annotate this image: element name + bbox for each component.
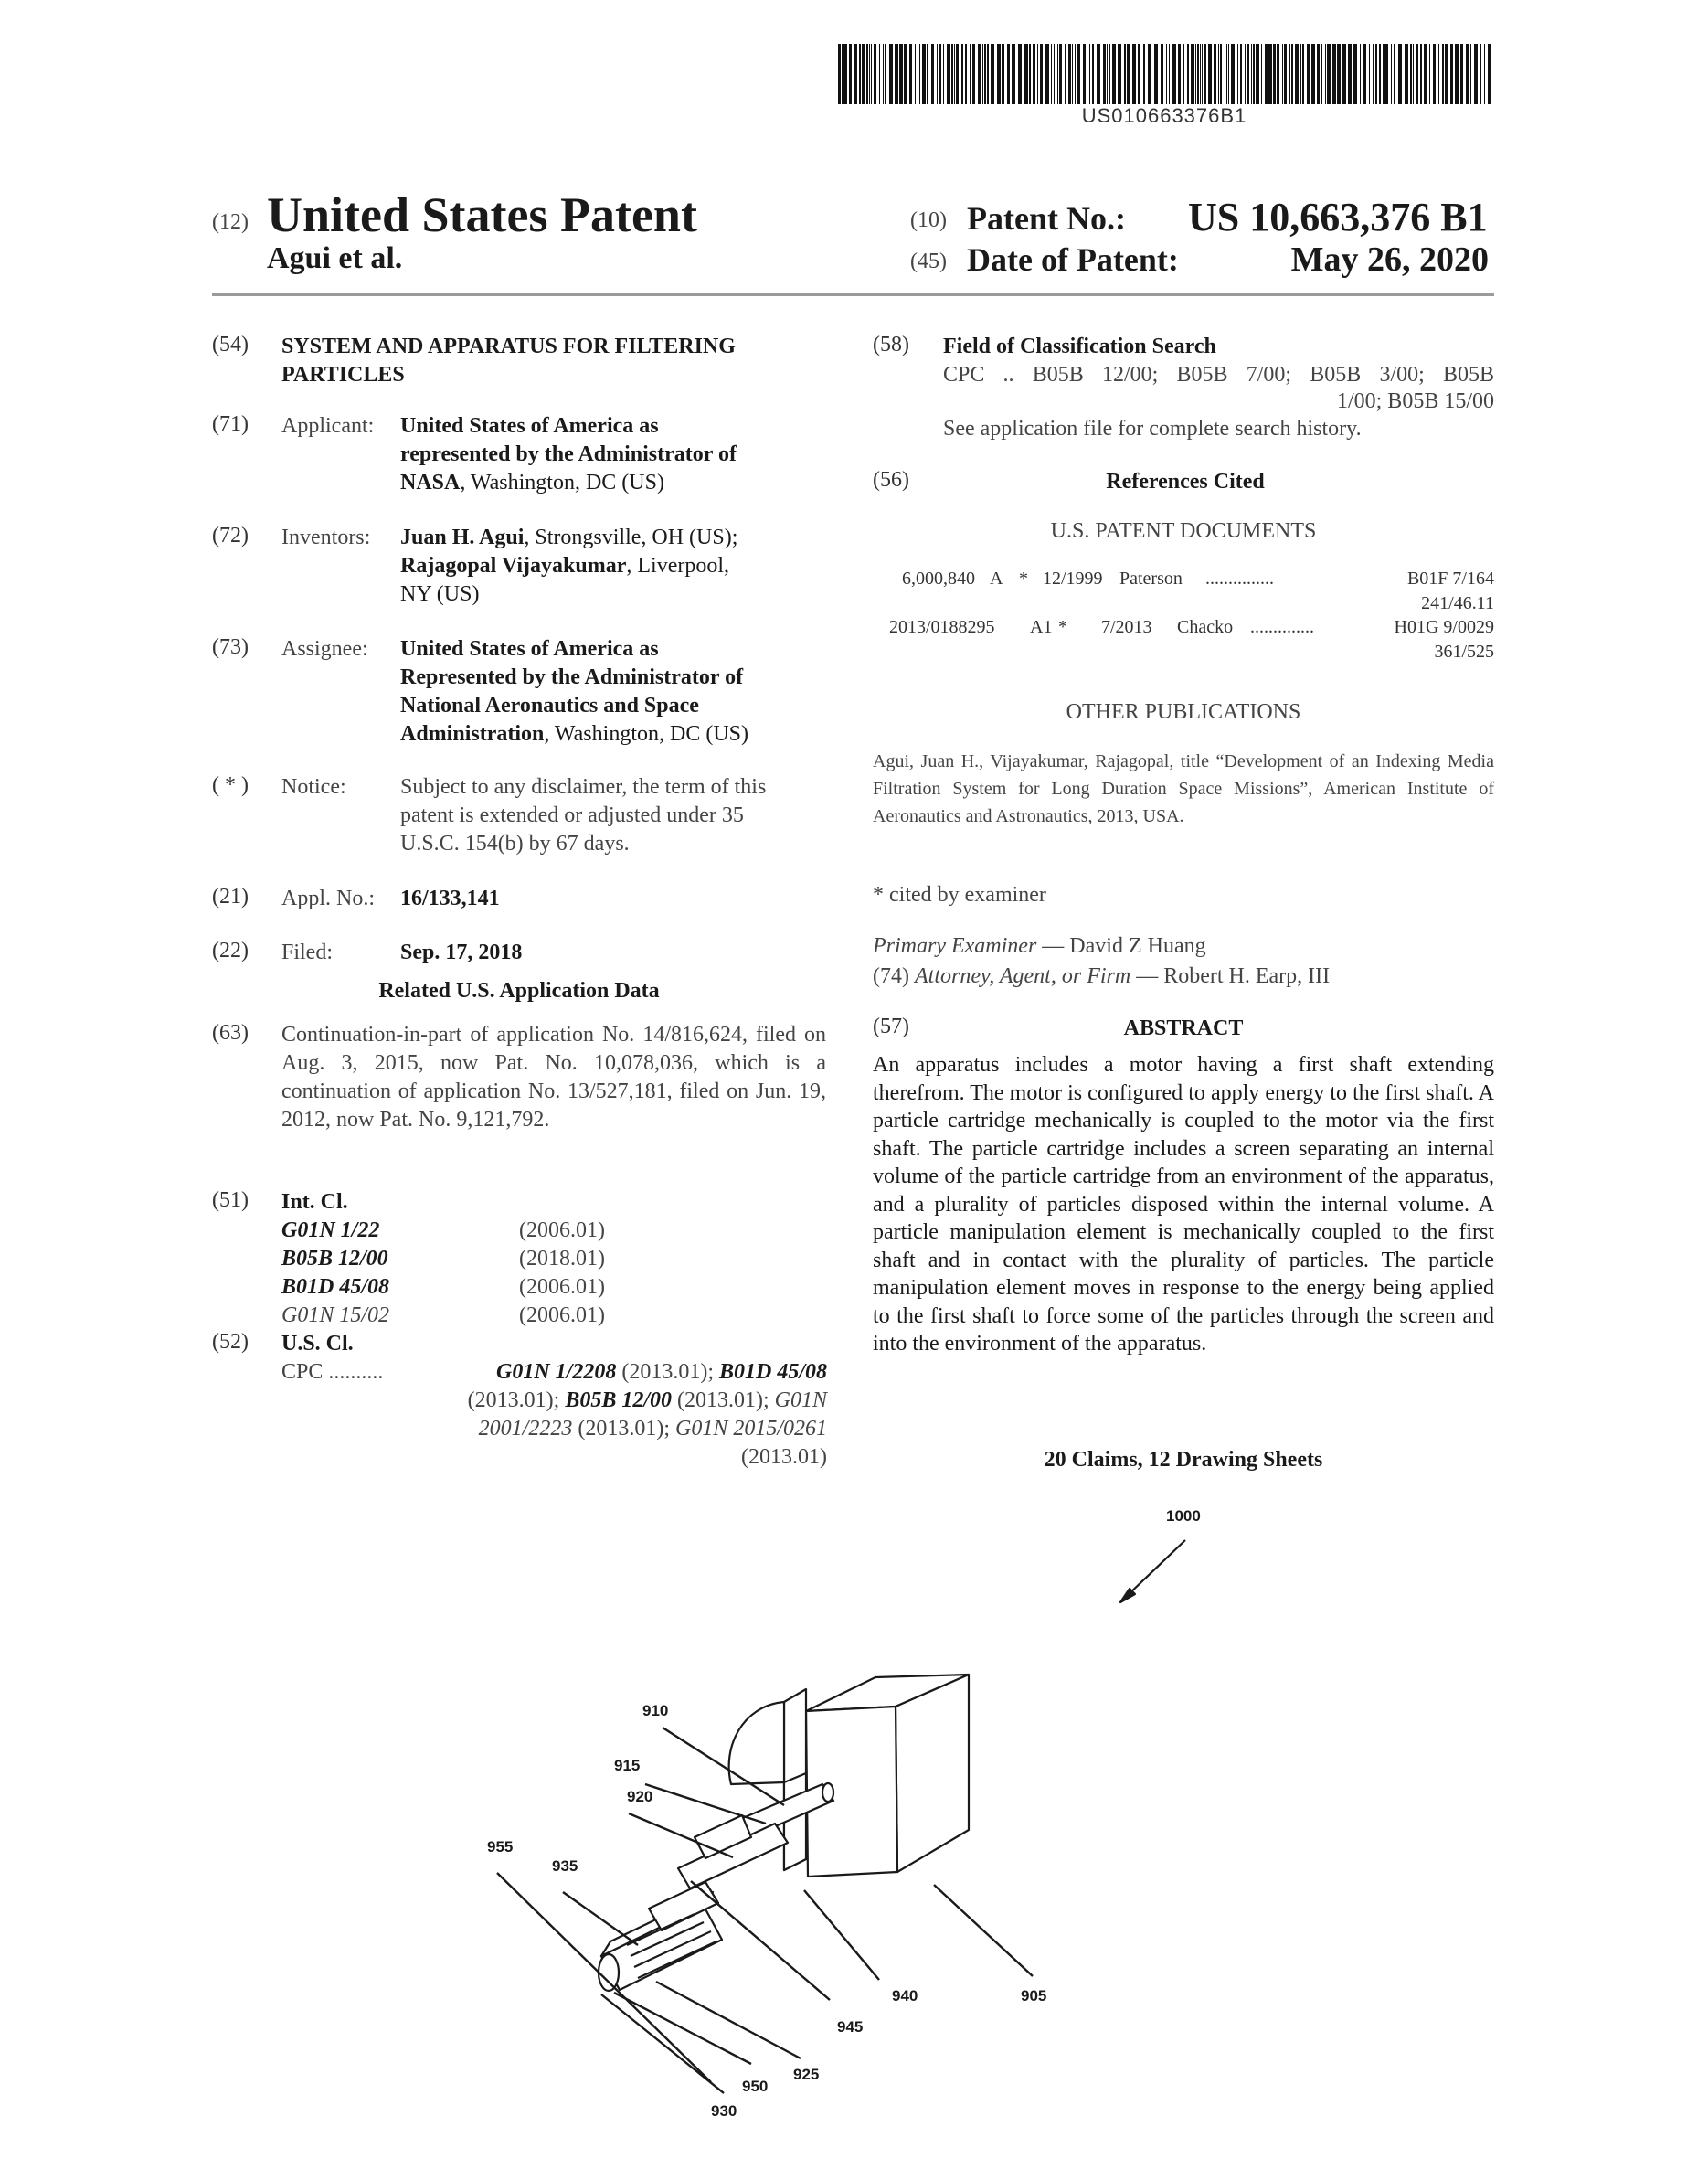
int-cl-code: G01N 1/22 — [281, 1218, 380, 1242]
field-search-history: See application file for complete search history. — [943, 417, 1362, 441]
us-cl-date-2: (2013.01); — [467, 1388, 566, 1412]
us-cl-code-1: G01N 1/2208 — [495, 1360, 617, 1384]
code-52: (52) — [212, 1330, 249, 1354]
notice-line-3: U.S.C. 154(b) by 67 days. — [400, 832, 630, 856]
filed-label: Filed: — [281, 941, 334, 964]
applicant-nasa: NASA — [400, 471, 461, 494]
patent-title: United States Patent — [267, 187, 697, 242]
reference-subclass: 241/46.11 — [1421, 593, 1494, 613]
us-cl-date-3: (2013.01); — [672, 1388, 775, 1412]
ref-name: Chacko — [1177, 617, 1234, 637]
us-cl-cpc-line-4: (2013.01) — [741, 1445, 827, 1469]
assignee-label: Assignee: — [281, 637, 368, 661]
ref-dots: .............. — [1250, 617, 1314, 637]
assignee-line-2: Represented by the Administrator of — [400, 665, 744, 689]
leader-905 — [934, 1885, 1033, 1976]
claims-summary: 20 Claims, 12 Drawing Sheets — [1044, 1448, 1323, 1472]
code-71: (71) — [212, 412, 249, 436]
int-cl-code: G01N 15/02 — [281, 1303, 390, 1327]
filed-value: Sep. 17, 2018 — [400, 941, 523, 964]
us-cl-code-5: 2001/2223 — [478, 1417, 573, 1441]
label-920: 920 — [627, 1788, 653, 1805]
applicant-line-2: represented by the Administrator of — [400, 442, 737, 466]
inventor-2-location: , Liverpool, — [626, 554, 729, 578]
leader-940 — [804, 1890, 879, 1980]
inventor-1-name: Juan H. Agui — [400, 526, 525, 549]
us-cl-date-5: (2013.01); — [572, 1417, 675, 1441]
label-910: 910 — [642, 1702, 669, 1719]
label-950: 950 — [742, 2078, 769, 2095]
label-905: 905 — [1021, 1987, 1047, 2005]
label-925: 925 — [793, 2066, 820, 2083]
inventor-2-state: NY (US) — [400, 582, 480, 606]
inventor-2-name: Rajagopal Vijayakumar — [400, 554, 627, 578]
related-data-heading: Related U.S. Application Data — [378, 979, 660, 1003]
label-915: 915 — [614, 1757, 641, 1774]
us-cl-code-2: B01D 45/08 — [718, 1360, 827, 1384]
leader-935 — [563, 1892, 638, 1945]
invention-title-line-1: SYSTEM AND APPARATUS FOR FILTERING — [281, 335, 736, 358]
primary-examiner-label: Primary Examiner — [873, 934, 1037, 958]
us-cl-date-1: (2013.01); — [616, 1360, 719, 1384]
label-1000: 1000 — [1166, 1507, 1201, 1525]
code-58: (58) — [873, 333, 909, 356]
assignee-line-1: United States of America as — [400, 637, 659, 661]
label-945: 945 — [837, 2018, 864, 2036]
leader-915 — [645, 1784, 766, 1824]
assignee-admin: Administration — [400, 722, 545, 746]
patent-authors: Agui et al. — [267, 241, 403, 275]
invention-title-line-2: PARTICLES — [281, 363, 405, 387]
us-cl-label: U.S. Cl. — [281, 1332, 354, 1356]
motor-905 — [806, 1675, 969, 1877]
label-935: 935 — [552, 1857, 578, 1875]
int-cl-date: (2018.01) — [519, 1247, 605, 1271]
us-cl-code-4: G01N — [774, 1388, 827, 1412]
int-cl-label: Int. Cl. — [281, 1190, 348, 1214]
us-patent-documents-heading: U.S. PATENT DOCUMENTS — [1050, 519, 1317, 543]
us-cl-code-6: G01N 2015/0261 — [674, 1417, 827, 1441]
code-54: (54) — [212, 333, 249, 356]
int-cl-date: (2006.01) — [519, 1275, 605, 1299]
appl-no-value: 16/133,141 — [400, 887, 500, 910]
inventors-label: Inventors: — [281, 526, 371, 549]
code-74: (74) — [873, 964, 909, 988]
int-cl-date: (2006.01) — [519, 1303, 605, 1327]
ref-cited-star: * — [1058, 617, 1067, 637]
cartridge-935 — [599, 1882, 722, 1991]
label-955: 955 — [487, 1838, 514, 1856]
abstract-text: An apparatus includes a motor having a first shaft extending therefrom. The motor is configured to apply energy to the first shaft. A particle cartridge mechanically is coupled to the motor via the first shaft. The particle cartridge includes a screen separating an internal volume of the particle cartridge from an environment of the apparatus, and a plurality of particles disposed within the internal volume. A particle manipulation element is mechanically coupled to the first shaft and in contact with the plurality of particles. The particle manipulation element moves in response to the energy being applied to the first shaft to force some of the particles through the screen and into the environment of the apparatus. — [873, 1053, 1494, 1356]
patent-no: US 10,663,376 B1 — [1188, 195, 1488, 239]
code-notice: ( * ) — [212, 773, 249, 797]
int-cl-date: (2006.01) — [519, 1218, 605, 1242]
notice-line-2: patent is extended or adjusted under 35 — [400, 803, 744, 827]
label-930: 930 — [711, 2102, 737, 2120]
ref-kind: A — [990, 569, 1003, 589]
code-10: (10) — [910, 208, 947, 232]
us-cl-code-3: B05B 12/00 — [565, 1388, 672, 1412]
ref-dots: ............... — [1205, 569, 1274, 589]
reference-subclass: 361/525 — [1434, 642, 1494, 662]
ref-date: 7/2013 — [1101, 617, 1152, 637]
code-56: (56) — [873, 468, 909, 492]
ref-class: B01F 7/164 — [1406, 569, 1494, 589]
field-search-label: Field of Classification Search — [943, 335, 1216, 358]
reference-arrow-1000 — [1126, 1540, 1185, 1597]
patent-date: May 26, 2020 — [1290, 240, 1489, 279]
code-57: (57) — [873, 1015, 909, 1038]
code-72: (72) — [212, 524, 249, 548]
other-publications-heading: OTHER PUBLICATIONS — [1066, 700, 1301, 724]
ref-cited-star: * — [1019, 569, 1028, 589]
label-940: 940 — [892, 1987, 918, 2005]
code-73: (73) — [212, 635, 249, 659]
notice-label: Notice: — [281, 775, 346, 799]
notice-line-1: Subject to any disclaimer, the term of this — [400, 775, 767, 799]
ref-class: H01G 9/0029 — [1394, 617, 1494, 637]
references-cited-heading: References Cited — [1106, 470, 1265, 494]
applicant-line-1: United States of America as — [400, 414, 659, 438]
applicant-location: , Washington, DC (US) — [460, 471, 664, 494]
cited-by-examiner-note: * cited by examiner — [873, 883, 1046, 907]
leader-925 — [656, 1982, 801, 2058]
other-publications-text: Agui, Juan H., Vijayakumar, Rajagopal, title “Development of an Indexing Media Filtration System for Long Duration Space Missions”, American Institute of Aeronautics and Astronautics, 2013, USA. — [873, 751, 1494, 826]
ref-name: Paterson — [1119, 569, 1183, 589]
continuation-text: Continuation-in-part of application No. 14/816,624, filed on Aug. 3, 2015, now Pat. No. 10,078,036, which is a continuation of application No. 13/527,181, filed on Jun. 19, 2012, now Pat. No. 9,121,792. — [281, 1023, 826, 1132]
code-12: (12) — [212, 210, 249, 234]
applicant-label: Applicant: — [281, 414, 375, 438]
field-search-line-1: CPC .. B05B 12/00; B05B 7/00; B05B 3/00; B05B — [943, 363, 1494, 387]
ref-number: 2013/0188295 — [889, 617, 995, 637]
attorney-name: — Robert H. Earp, III — [1130, 964, 1331, 988]
code-22: (22) — [212, 939, 249, 962]
date-label: Date of Patent: — [967, 241, 1179, 278]
int-cl-code: B01D 45/08 — [281, 1275, 390, 1299]
primary-examiner-name: — David Z Huang — [1036, 934, 1206, 958]
patent-no-label: Patent No.: — [967, 200, 1126, 237]
appl-no-label: Appl. No.: — [281, 887, 375, 910]
code-51: (51) — [212, 1188, 249, 1212]
arrowhead-icon — [1120, 1589, 1135, 1602]
attorney-label: Attorney, Agent, or Firm — [914, 964, 1131, 988]
assignee-line-3: National Aeronautics and Space — [400, 694, 699, 718]
int-cl-code: B05B 12/00 — [281, 1247, 388, 1271]
code-63: (63) — [212, 1021, 249, 1045]
field-search-line-2: 1/00; B05B 15/00 — [1336, 389, 1494, 413]
us-cl-cpc-prefix: CPC .......... — [281, 1360, 384, 1384]
ref-date: 12/1999 — [1043, 569, 1103, 589]
leader-930 — [601, 1994, 724, 2093]
inventor-1-location: , Strongsville, OH (US); — [524, 526, 738, 549]
barcode-text: US010663376B1 — [1081, 104, 1247, 127]
ref-kind: A1 — [1030, 617, 1053, 637]
abstract-heading: ABSTRACT — [1123, 1016, 1244, 1040]
assignee-location: , Washington, DC (US) — [544, 722, 748, 746]
code-45: (45) — [910, 250, 947, 273]
ref-number: 6,000,840 — [902, 569, 975, 589]
code-21: (21) — [212, 885, 249, 909]
